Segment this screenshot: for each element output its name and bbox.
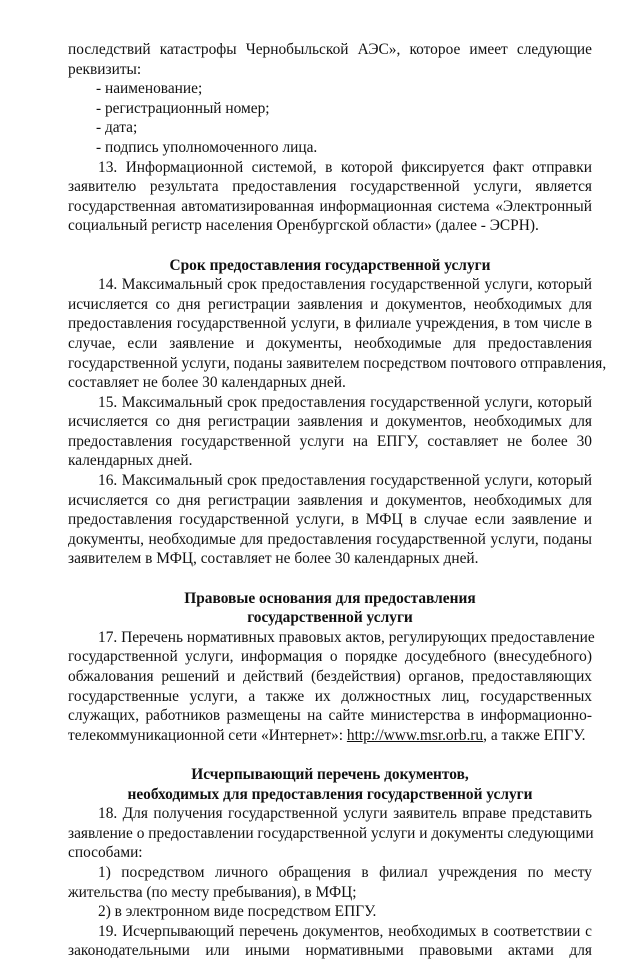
paragraph-17-line: государственные услуги, а также их должностных лиц, государственных: [68, 687, 592, 705]
paragraph-14-line: 14. Максимальный срок предоставления государственной услуги, который: [98, 276, 592, 294]
section-heading-legal: государственной услуги: [247, 609, 413, 627]
paragraph-18-line: заявление о предоставлении государственной услуги и документы следующими: [68, 824, 594, 842]
list-item: - подпись уполномоченного лица.: [96, 138, 318, 156]
paragraph-13-line: 13. Информационной системой, в которой фиксируется факт отправки: [98, 158, 592, 176]
section-heading-documents: Исчерпывающий перечень документов,: [191, 765, 469, 783]
paragraph-17-line: служащих, работников размещены на сайте министерства в информационно-: [68, 707, 592, 725]
list-item: - регистрационный номер;: [96, 99, 270, 117]
list-item: - наименование;: [96, 80, 203, 98]
spacer: [68, 745, 592, 765]
paragraph-13-line: социальный регистр населения Оренбургской области» (далее - ЭСРН).: [68, 217, 539, 235]
intro-line: реквизиты:: [68, 60, 142, 78]
paragraph-14-line: государственной услуги, поданы заявителем посредством почтового отправления,: [68, 354, 607, 372]
paragraph-17-line: 17. Перечень нормативных правовых актов, регулирующих предоставление: [98, 628, 595, 646]
paragraph-18-line: 18. Для получения государственной услуги заявитель вправе представить: [98, 805, 592, 823]
paragraph-16-line: исчисляется со дня регистрации заявления и документов, необходимых для: [68, 491, 592, 509]
paragraph-17-line: государственной услуги, информация о порядке досудебного (внесудебного): [68, 648, 592, 666]
paragraph-18-2-line: 2) в электронном виде посредством ЕПГУ.: [98, 903, 377, 921]
paragraph-15-line: 15. Максимальный срок предоставления государственной услуги, который: [98, 393, 592, 411]
paragraph-15-line: календарных дней.: [68, 452, 193, 470]
paragraph-18-line: способами:: [68, 844, 143, 862]
section-heading-documents: необходимых для предоставления государственной услуги: [127, 785, 533, 803]
paragraph-17-line: обжалования решений и действий (бездействия) органов, предоставляющих: [68, 668, 592, 685]
paragraph-15-line: исчисляется со дня регистрации заявления и документов, необходимых для: [68, 413, 592, 431]
paragraph-17-line: [68, 726, 592, 746]
paragraph-13-line: заявителю результата предоставления государственной услуги, является: [68, 178, 592, 196]
paragraph-14-line: предоставления государственной услуги, в филиале учреждения, в том числе в: [68, 315, 592, 333]
paragraph-18-1-line: 1) посредством личного обращения в филиал учреждения по месту: [98, 863, 592, 881]
paragraph-16-line: документы, необходимые для предоставления государственной услуги, поданы: [68, 530, 592, 548]
paragraph-16-line: заявителем в МФЦ, составляет не более 30 календарных дней.: [68, 550, 479, 568]
paragraph-14-line: случае, если заявление и документы, необходимые для предоставления: [68, 334, 592, 352]
document-page: [68, 40, 607, 961]
spacer: [68, 569, 592, 589]
section-heading-term: Срок предоставления государственной услуги: [169, 256, 491, 274]
ministry-website-link[interactable]: http://www.msr.orb.ru: [346, 726, 484, 744]
paragraph-14-line: составляет не более 30 календарных дней.: [68, 374, 346, 392]
paragraph-14-line: исчисляется со дня регистрации заявления и документов, необходимых для: [68, 295, 592, 313]
paragraph-16-line: 16. Максимальный срок предоставления государственной услуги, который: [98, 472, 592, 490]
section-heading-legal: Правовые основания для предоставления: [184, 589, 476, 607]
intro-line: последствий катастрофы Чернобыльской АЭС», которое имеет следующие: [68, 41, 592, 58]
paragraph-15-line: предоставления государственной услуги на ЕПГУ, составляет не более 30: [68, 432, 592, 450]
list-item: - дата;: [96, 119, 138, 137]
spacer: [68, 236, 592, 256]
paragraph-17-text: , а также ЕПГУ.: [483, 726, 586, 744]
paragraph-17-text: телекоммуникационной сети «Интернет»:: [68, 726, 347, 744]
paragraph-16-line: предоставления государственной услуги, в МФЦ в случае если заявление и: [68, 511, 592, 529]
paragraph-18-1-line: жительства (по месту пребывания), в МФЦ;: [68, 883, 357, 901]
paragraph-19-line: законодательными или иными нормативными правовыми актами для: [68, 942, 592, 960]
paragraph-13-line: государственная автоматизированная информационная система «Электронный: [68, 197, 592, 215]
paragraph-19-line: 19. Исчерпывающий перечень документов, необходимых в соответствии с: [98, 922, 592, 940]
